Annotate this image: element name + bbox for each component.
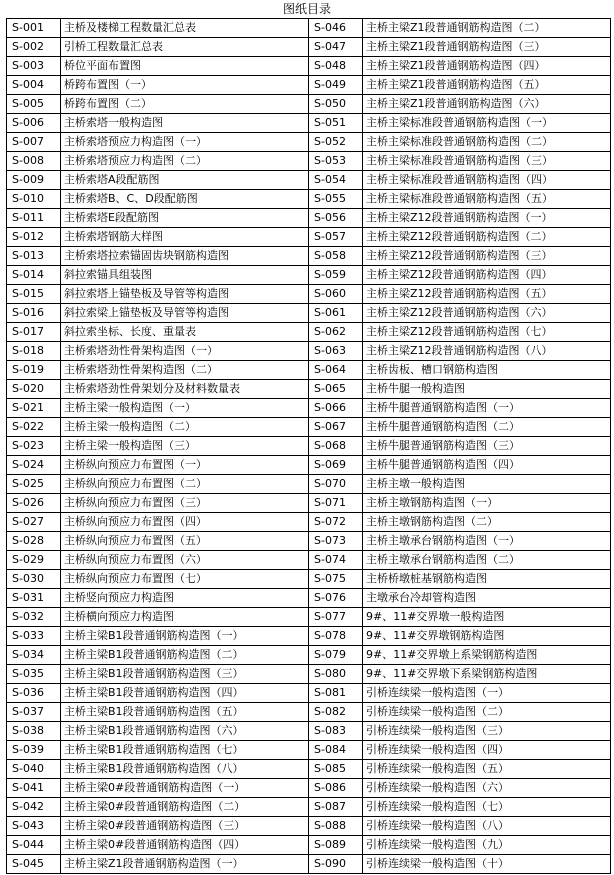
drawing-code: S-077 — [309, 608, 363, 627]
drawing-code: S-020 — [7, 380, 61, 399]
drawing-name: 主桥主梁Z12段普通钢筋构造图（二） — [363, 228, 611, 247]
table-row — [7, 589, 611, 608]
drawing-code: S-087 — [309, 798, 363, 817]
drawing-code: S-001 — [7, 19, 61, 38]
table-row — [7, 741, 611, 760]
drawing-code: S-081 — [309, 684, 363, 703]
drawing-code: S-051 — [309, 114, 363, 133]
drawing-code: S-046 — [309, 19, 363, 38]
drawing-name: 9#、11#交界墩钢筋构造图 — [363, 627, 611, 646]
drawing-name: 主桥索塔劲性骨架构造图（一） — [61, 342, 309, 361]
drawing-code: S-060 — [309, 285, 363, 304]
drawing-name: 主桥主墩一般构造图 — [363, 475, 611, 494]
table-row — [7, 646, 611, 665]
drawing-name: 9#、11#交界墩上系梁钢筋构造图 — [363, 646, 611, 665]
table-row — [7, 247, 611, 266]
drawing-name: 主桥竖向预应力构造图 — [61, 589, 309, 608]
drawing-name: 主桥主墩钢筋构造图（一） — [363, 494, 611, 513]
drawing-name: 引桥连续梁一般构造图（七） — [363, 798, 611, 817]
table-row — [7, 418, 611, 437]
drawing-name: 主桥主梁B1段普通钢筋构造图（三） — [61, 665, 309, 684]
table-row — [7, 437, 611, 456]
drawing-name: 主桥索塔拉索锚固齿块钢筋构造图 — [61, 247, 309, 266]
drawing-name: 主桥索塔预应力构造图（一） — [61, 133, 309, 152]
drawing-name: 主桥主梁一般构造图（一） — [61, 399, 309, 418]
drawing-name: 主桥横向预应力构造图 — [61, 608, 309, 627]
drawing-name: 主桥主梁B1段普通钢筋构造图（六） — [61, 722, 309, 741]
drawing-code: S-023 — [7, 437, 61, 456]
drawing-name: 引桥连续梁一般构造图（三） — [363, 722, 611, 741]
drawing-code: S-018 — [7, 342, 61, 361]
drawing-code: S-035 — [7, 665, 61, 684]
drawing-name: 主桥索塔预应力构造图（二） — [61, 152, 309, 171]
drawing-name: 主桥索塔A段配筋图 — [61, 171, 309, 190]
table-row — [7, 513, 611, 532]
drawing-name: 主桥主梁0#段普通钢筋构造图（一） — [61, 779, 309, 798]
table-row — [7, 171, 611, 190]
drawing-code: S-015 — [7, 285, 61, 304]
drawing-name: 主桥主梁一般构造图（三） — [61, 437, 309, 456]
drawing-code: S-085 — [309, 760, 363, 779]
drawing-code: S-034 — [7, 646, 61, 665]
drawing-code: S-033 — [7, 627, 61, 646]
drawing-name: 引桥连续梁一般构造图（八） — [363, 817, 611, 836]
table-row — [7, 532, 611, 551]
drawing-name: 斜拉索锚具组装图 — [61, 266, 309, 285]
drawing-name: 主桥主梁一般构造图（二） — [61, 418, 309, 437]
drawing-code: S-066 — [309, 399, 363, 418]
drawing-code: S-036 — [7, 684, 61, 703]
drawing-name: 主桥主梁Z12段普通钢筋构造图（八） — [363, 342, 611, 361]
table-row — [7, 627, 611, 646]
drawing-code: S-076 — [309, 589, 363, 608]
drawing-code: S-045 — [7, 855, 61, 874]
drawing-code: S-005 — [7, 95, 61, 114]
drawing-name: 主桥牛腿普通钢筋构造图（二） — [363, 418, 611, 437]
drawing-code: S-014 — [7, 266, 61, 285]
table-row — [7, 760, 611, 779]
drawing-name: 引桥工程数量汇总表 — [61, 38, 309, 57]
table-row — [7, 133, 611, 152]
table-row — [7, 570, 611, 589]
drawing-name: 主桥主梁Z1段普通钢筋构造图（五） — [363, 76, 611, 95]
drawing-code: S-017 — [7, 323, 61, 342]
drawing-code: S-084 — [309, 741, 363, 760]
drawing-code: S-064 — [309, 361, 363, 380]
drawing-code: S-080 — [309, 665, 363, 684]
drawing-code: S-086 — [309, 779, 363, 798]
table-row — [7, 323, 611, 342]
table-row — [7, 190, 611, 209]
drawing-code: S-048 — [309, 57, 363, 76]
drawing-code: S-054 — [309, 171, 363, 190]
drawing-name: 主桥纵向预应力布置图（一） — [61, 456, 309, 475]
drawing-code: S-053 — [309, 152, 363, 171]
drawing-code: S-019 — [7, 361, 61, 380]
drawing-name: 主桥主梁Z1段普通钢筋构造图（三） — [363, 38, 611, 57]
drawing-name: 主桥主梁标准段普通钢筋构造图（三） — [363, 152, 611, 171]
table-row — [7, 779, 611, 798]
table-row — [7, 152, 611, 171]
drawing-name: 主桥索塔劲性骨架划分及材料数量表 — [61, 380, 309, 399]
drawing-name: 桥跨布置图（一） — [61, 76, 309, 95]
drawing-name: 斜拉索塔上锚垫板及导管等构造图 — [61, 285, 309, 304]
drawing-code: S-031 — [7, 589, 61, 608]
drawing-name: 主桥索塔劲性骨架构造图（二） — [61, 361, 309, 380]
drawing-name: 主桥主梁B1段普通钢筋构造图（八） — [61, 760, 309, 779]
drawing-code: S-047 — [309, 38, 363, 57]
drawing-name: 主桥主梁Z12段普通钢筋构造图（三） — [363, 247, 611, 266]
table-row — [7, 95, 611, 114]
drawing-name: 主桥主梁Z1段普通钢筋构造图（一） — [61, 855, 309, 874]
drawing-code: S-062 — [309, 323, 363, 342]
drawing-code: S-059 — [309, 266, 363, 285]
drawing-name: 主桥索塔一般构造图 — [61, 114, 309, 133]
table-row — [7, 494, 611, 513]
drawing-name: 引桥连续梁一般构造图（九） — [363, 836, 611, 855]
drawing-code: S-078 — [309, 627, 363, 646]
drawing-code: S-003 — [7, 57, 61, 76]
drawing-code: S-061 — [309, 304, 363, 323]
drawing-name: 引桥连续梁一般构造图（五） — [363, 760, 611, 779]
drawing-code: S-065 — [309, 380, 363, 399]
drawing-code: S-058 — [309, 247, 363, 266]
drawing-name: 主桥及楼梯工程数量汇总表 — [61, 19, 309, 38]
drawing-name: 主桥纵向预应力布置图（七） — [61, 570, 309, 589]
drawing-name: 主桥主梁标准段普通钢筋构造图（五） — [363, 190, 611, 209]
drawing-code: S-041 — [7, 779, 61, 798]
drawing-name: 主桥牛腿普通钢筋构造图（四） — [363, 456, 611, 475]
drawing-code: S-055 — [309, 190, 363, 209]
drawing-code: S-037 — [7, 703, 61, 722]
drawing-name: 主桥纵向预应力布置图（三） — [61, 494, 309, 513]
drawing-name: 斜拉索坐标、长度、重量表 — [61, 323, 309, 342]
drawing-name: 主桥纵向预应力布置图（二） — [61, 475, 309, 494]
drawing-name: 引桥连续梁一般构造图（十） — [363, 855, 611, 874]
drawing-name: 主桥索塔E段配筋图 — [61, 209, 309, 228]
drawing-name: 主桥主梁Z12段普通钢筋构造图（五） — [363, 285, 611, 304]
drawing-name: 主桥主梁Z12段普通钢筋构造图（七） — [363, 323, 611, 342]
drawing-name: 引桥连续梁一般构造图（一） — [363, 684, 611, 703]
drawing-name: 主桥主墩承台钢筋构造图（一） — [363, 532, 611, 551]
page-title: 图纸目录 — [282, 2, 331, 16]
table-row — [7, 456, 611, 475]
drawing-code: S-028 — [7, 532, 61, 551]
drawing-name: 主桥牛腿普通钢筋构造图（三） — [363, 437, 611, 456]
drawing-code: S-002 — [7, 38, 61, 57]
table-row — [7, 114, 611, 133]
drawing-name: 主桥纵向预应力布置图（六） — [61, 551, 309, 570]
drawing-code: S-049 — [309, 76, 363, 95]
table-row — [7, 342, 611, 361]
drawing-code: S-083 — [309, 722, 363, 741]
table-row — [7, 551, 611, 570]
drawing-name: 主桥主梁Z1段普通钢筋构造图（六） — [363, 95, 611, 114]
drawing-code: S-050 — [309, 95, 363, 114]
drawing-code: S-073 — [309, 532, 363, 551]
drawing-index-table — [6, 18, 611, 874]
table-row — [7, 855, 611, 874]
table-row — [7, 361, 611, 380]
drawing-code: S-042 — [7, 798, 61, 817]
drawing-name: 主桥纵向预应力布置图（四） — [61, 513, 309, 532]
table-row — [7, 266, 611, 285]
drawing-name: 主桥主梁Z1段普通钢筋构造图（四） — [363, 57, 611, 76]
drawing-name: 主桥主梁标准段普通钢筋构造图（二） — [363, 133, 611, 152]
table-row — [7, 304, 611, 323]
drawing-name: 主桥主梁Z1段普通钢筋构造图（二） — [363, 19, 611, 38]
drawing-name: 主桥主梁标准段普通钢筋构造图（四） — [363, 171, 611, 190]
drawing-code: S-016 — [7, 304, 61, 323]
drawing-name: 主桥主梁B1段普通钢筋构造图（一） — [61, 627, 309, 646]
drawing-code: S-088 — [309, 817, 363, 836]
drawing-code: S-043 — [7, 817, 61, 836]
drawing-code: S-071 — [309, 494, 363, 513]
drawing-code: S-067 — [309, 418, 363, 437]
drawing-name: 主桥齿板、槽口钢筋构造图 — [363, 361, 611, 380]
table-row — [7, 19, 611, 38]
drawing-name: 主桥牛腿一般构造图 — [363, 380, 611, 399]
drawing-code: S-006 — [7, 114, 61, 133]
drawing-name: 9#、11#交界墩一般构造图 — [363, 608, 611, 627]
drawing-code: S-056 — [309, 209, 363, 228]
drawing-code: S-089 — [309, 836, 363, 855]
drawing-code: S-040 — [7, 760, 61, 779]
drawing-name: 主桥主梁B1段普通钢筋构造图（二） — [61, 646, 309, 665]
drawing-code: S-009 — [7, 171, 61, 190]
drawing-name: 主桥主梁Z12段普通钢筋构造图（六） — [363, 304, 611, 323]
drawing-name: 主桥主梁B1段普通钢筋构造图（五） — [61, 703, 309, 722]
table-row — [7, 836, 611, 855]
drawing-code: S-057 — [309, 228, 363, 247]
drawing-code: S-007 — [7, 133, 61, 152]
drawing-code: S-008 — [7, 152, 61, 171]
drawing-code: S-022 — [7, 418, 61, 437]
drawing-code: S-025 — [7, 475, 61, 494]
drawing-code: S-063 — [309, 342, 363, 361]
drawing-code: S-027 — [7, 513, 61, 532]
drawing-name: 主桥主梁0#段普通钢筋构造图（四） — [61, 836, 309, 855]
drawing-name: 主桥索塔B、C、D段配筋图 — [61, 190, 309, 209]
drawing-index-body — [7, 19, 611, 874]
drawing-name: 主桥主梁B1段普通钢筋构造图（七） — [61, 741, 309, 760]
drawing-name: 引桥连续梁一般构造图（四） — [363, 741, 611, 760]
drawing-name: 主桥桥墩桩基钢筋构造图 — [363, 570, 611, 589]
table-row — [7, 798, 611, 817]
drawing-code: S-039 — [7, 741, 61, 760]
drawing-code: S-068 — [309, 437, 363, 456]
table-row — [7, 722, 611, 741]
drawing-name: 主桥索塔钢筋大样图 — [61, 228, 309, 247]
table-row — [7, 399, 611, 418]
drawing-name: 主桥主墩承台钢筋构造图（二） — [363, 551, 611, 570]
drawing-code: S-038 — [7, 722, 61, 741]
table-row — [7, 57, 611, 76]
drawing-name: 9#、11#交界墩下系梁钢筋构造图 — [363, 665, 611, 684]
table-row — [7, 285, 611, 304]
table-row — [7, 228, 611, 247]
table-row — [7, 209, 611, 228]
drawing-code: S-024 — [7, 456, 61, 475]
drawing-code: S-026 — [7, 494, 61, 513]
drawing-code: S-052 — [309, 133, 363, 152]
drawing-name: 主墩承台冷却管构造图 — [363, 589, 611, 608]
drawing-code: S-030 — [7, 570, 61, 589]
drawing-code: S-010 — [7, 190, 61, 209]
table-row — [7, 684, 611, 703]
drawing-code: S-012 — [7, 228, 61, 247]
drawing-code: S-004 — [7, 76, 61, 95]
table-row — [7, 76, 611, 95]
drawing-name: 主桥主梁Z12段普通钢筋构造图（一） — [363, 209, 611, 228]
drawing-code: S-090 — [309, 855, 363, 874]
drawing-name: 主桥牛腿普通钢筋构造图（一） — [363, 399, 611, 418]
table-row — [7, 38, 611, 57]
drawing-code: S-079 — [309, 646, 363, 665]
table-row — [7, 817, 611, 836]
drawing-name: 桥位平面布置图 — [61, 57, 309, 76]
drawing-name: 斜拉索梁上锚垫板及导管等构造图 — [61, 304, 309, 323]
drawing-code: S-011 — [7, 209, 61, 228]
drawing-code: S-074 — [309, 551, 363, 570]
drawing-code: S-070 — [309, 475, 363, 494]
drawing-code: S-044 — [7, 836, 61, 855]
table-row — [7, 380, 611, 399]
drawing-code: S-082 — [309, 703, 363, 722]
drawing-code: S-075 — [309, 570, 363, 589]
table-row — [7, 475, 611, 494]
drawing-name: 主桥主梁标准段普通钢筋构造图（一） — [363, 114, 611, 133]
drawing-name: 主桥主梁Z12段普通钢筋构造图（四） — [363, 266, 611, 285]
drawing-code: S-021 — [7, 399, 61, 418]
table-row — [7, 608, 611, 627]
drawing-name: 引桥连续梁一般构造图（六） — [363, 779, 611, 798]
table-row — [7, 703, 611, 722]
drawing-name: 引桥连续梁一般构造图（二） — [363, 703, 611, 722]
drawing-code: S-032 — [7, 608, 61, 627]
drawing-name: 主桥主墩钢筋构造图（二） — [363, 513, 611, 532]
drawing-code: S-013 — [7, 247, 61, 266]
drawing-code: S-072 — [309, 513, 363, 532]
drawing-code: S-029 — [7, 551, 61, 570]
drawing-name: 主桥主梁0#段普通钢筋构造图（二） — [61, 798, 309, 817]
table-row — [7, 665, 611, 684]
drawing-name: 主桥主梁0#段普通钢筋构造图（三） — [61, 817, 309, 836]
drawing-name: 桥跨布置图（二） — [61, 95, 309, 114]
drawing-code: S-069 — [309, 456, 363, 475]
drawing-name: 主桥主梁B1段普通钢筋构造图（四） — [61, 684, 309, 703]
drawing-name: 主桥纵向预应力布置图（五） — [61, 532, 309, 551]
